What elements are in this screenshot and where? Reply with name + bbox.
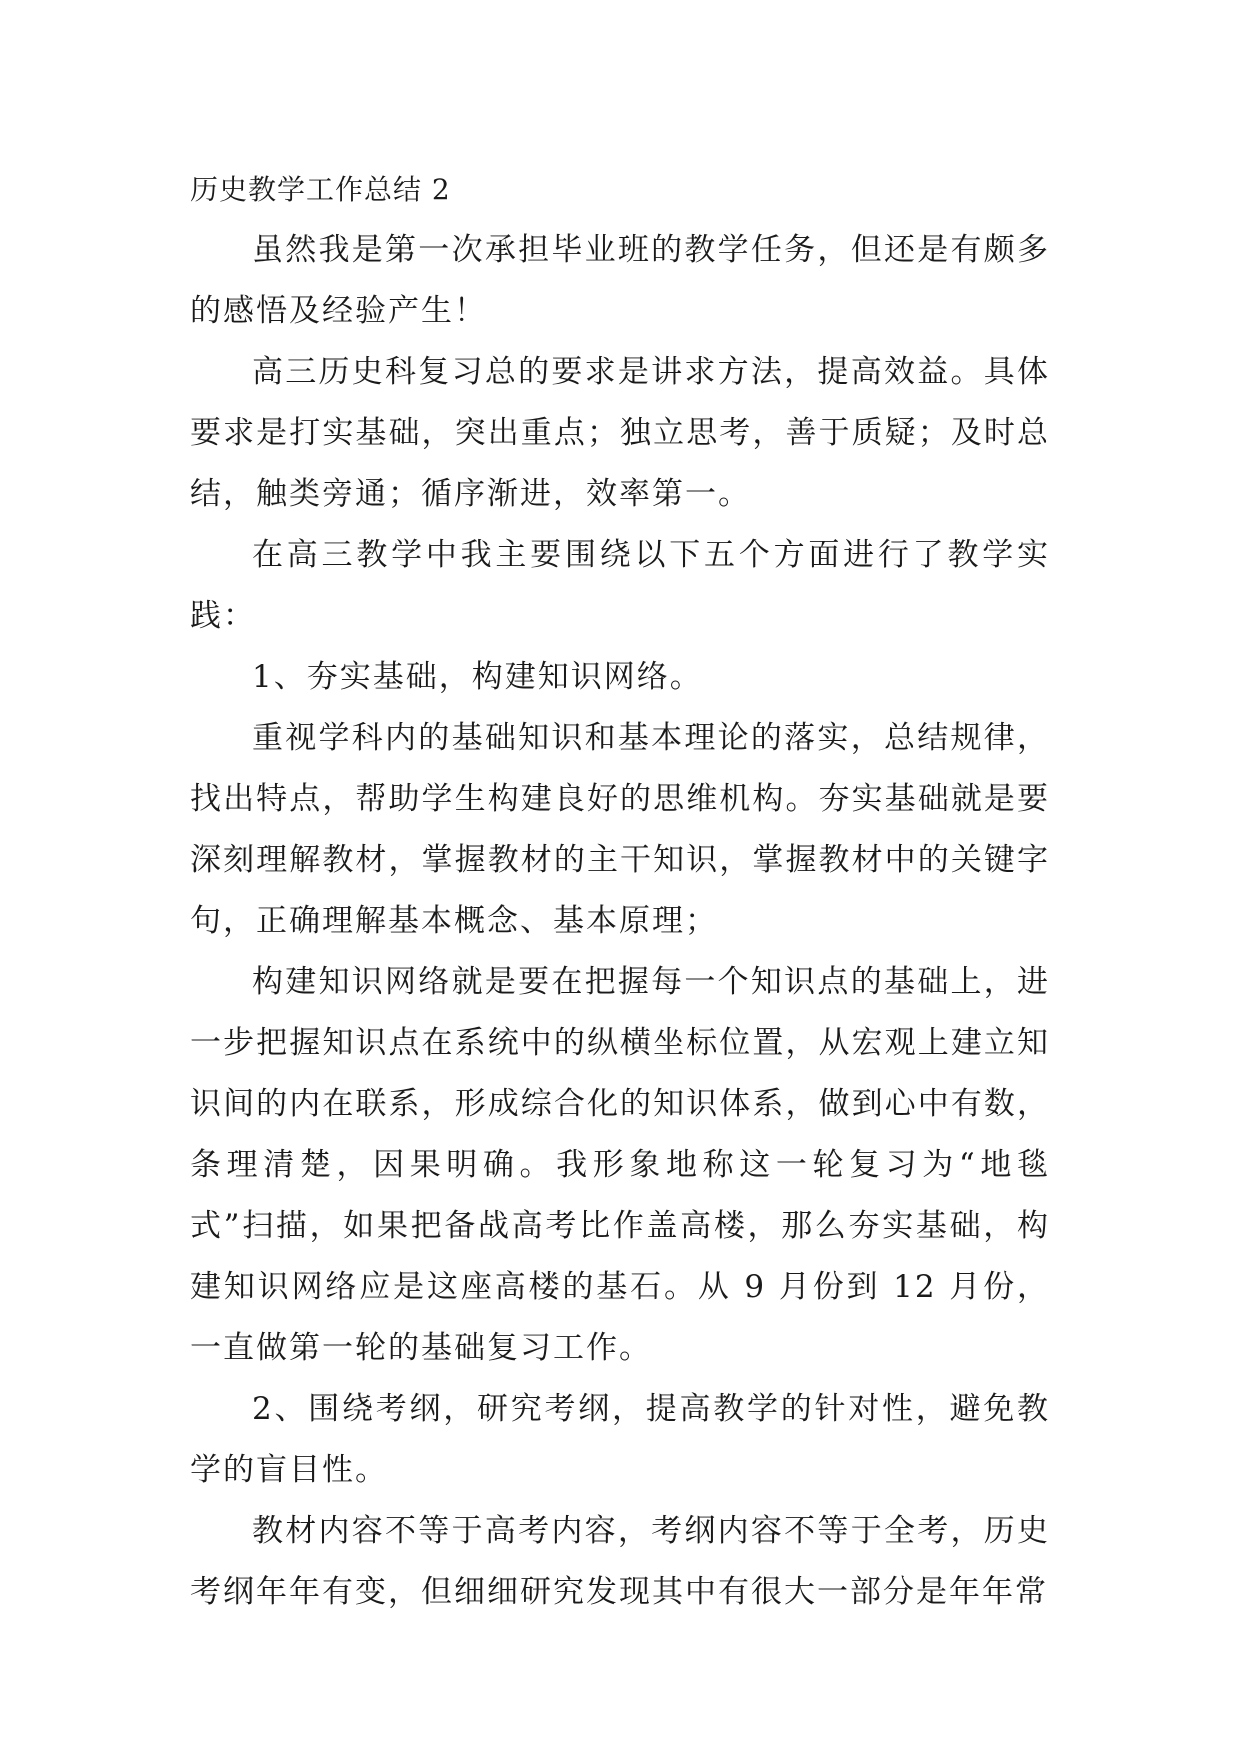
document-body [190, 160, 1050, 1623]
paragraph-foundation: 重视学科内的基础知识和基本理论的落实，总结规律，找出特点，帮助学生构建良好的思维机构。夯实基础就是要深刻理解教材，掌握教材的主干知识，掌握教材中的关键字句，正确理解基本概念、基本原理； [190, 720, 1050, 939]
paragraph-knowledge-network: 构建知识网络就是要在把握每一个知识点的基础上，进一步把握知识点在系统中的纵横坐标位置，从宏观上建立知识间的内在联系，形成综合化的知识体系，做到心中有数，条理清楚，因果明确。我形象地称这一轮复习为“地毯式”扫描，如果把备战高考比作盖高楼，那么夯实基础，构建知识网络应是这座高楼的基石。从 9 月份到 12 月份，一直做第一轮的基础复习工作。 [190, 964, 1050, 1366]
section-heading-2: 2、围绕考纲，研究考纲，提高教学的针对性，避免教学的盲目性。 [190, 1391, 1050, 1488]
paragraph-syllabus: 教材内容不等于高考内容，考纲内容不等于全考，历史考纲年年有变，但细细研究发现其中有很大一部分是年年常 [190, 1513, 1050, 1610]
paragraph-requirements: 高三历史科复习总的要求是讲求方法，提高效益。具体要求是打实基础，突出重点；独立思考，善于质疑；及时总结，触类旁通；循序渐进，效率第一。 [190, 354, 1050, 512]
paragraph-five-aspects: 在高三教学中我主要围绕以下五个方面进行了教学实践： [190, 537, 1050, 634]
document-title: 历史教学工作总结 2 [190, 173, 451, 206]
paragraph-intro: 虽然我是第一次承担毕业班的教学任务，但还是有颇多的感悟及经验产生！ [190, 232, 1050, 329]
section-heading-1: 1、夯实基础，构建知识网络。 [252, 659, 703, 695]
